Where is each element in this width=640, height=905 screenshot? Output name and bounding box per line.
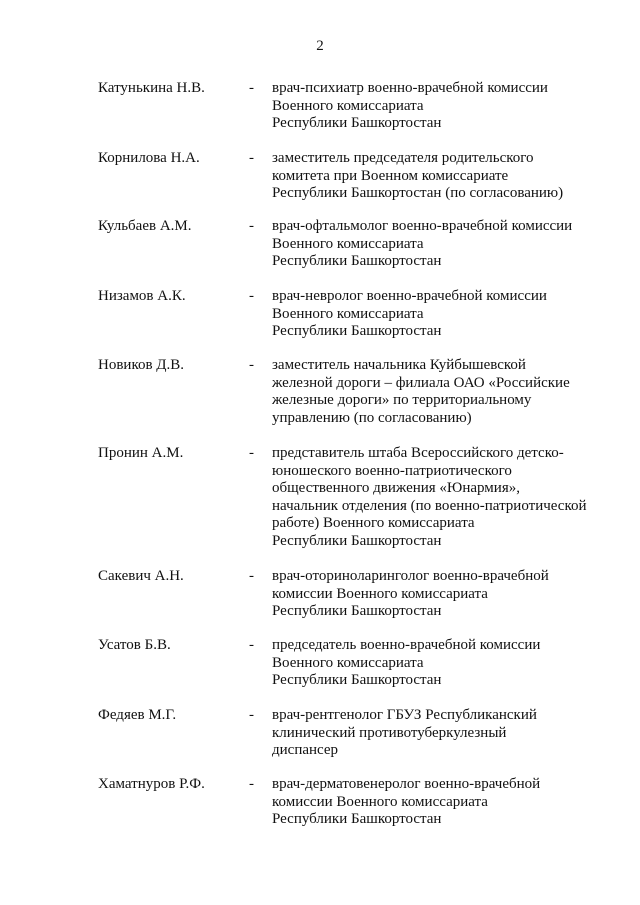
position-line: работе) Военного комиссариата: [272, 515, 475, 531]
position-line: заместитель начальника Куйбышевской: [272, 357, 526, 373]
dash-separator: -: [249, 637, 254, 653]
position-line: комиссии Военного комиссариата: [272, 793, 488, 810]
position-line: общественного движения «Юнармия»,: [272, 480, 520, 496]
position-line: врач-рентгенолог ГБУЗ Республиканский: [272, 707, 537, 723]
position-line: Республики Башкортостан: [272, 811, 442, 827]
member-entry: [0, 288, 640, 341]
dash-separator: -: [249, 357, 254, 373]
dash-separator: -: [249, 80, 254, 96]
member-name: Корнилова Н.А.: [98, 150, 200, 166]
member-name: Хаматнуров Р.Ф.: [98, 776, 205, 792]
dash-separator: -: [249, 707, 254, 723]
position-line: врач-психиатр военно-врачебной комиссии: [272, 80, 548, 96]
member-position: [272, 568, 602, 621]
member-name: Усатов Б.В.: [98, 637, 171, 653]
member-name: Сакевич А.Н.: [98, 568, 184, 584]
position-line: юношеского военно-патриотического: [272, 462, 512, 479]
position-line: Военного комиссариата: [272, 654, 424, 671]
position-line: Республики Башкортостан: [272, 253, 442, 269]
position-line: председатель военно-врачебной комиссии: [272, 637, 541, 653]
position-line: начальник отделения (по военно-патриотической: [272, 497, 587, 514]
dash-separator: -: [249, 150, 254, 166]
position-line: Военного комиссариата: [272, 235, 424, 252]
position-line: Военного комиссариата: [272, 305, 424, 322]
member-name: Кульбаев А.М.: [98, 218, 192, 234]
dash-separator: -: [249, 288, 254, 304]
member-position: [272, 357, 602, 427]
member-position: [272, 80, 602, 133]
position-line: Республики Башкортостан: [272, 115, 442, 131]
member-entry: [0, 707, 640, 760]
position-line: Республики Башкортостан: [272, 672, 442, 688]
position-line: комитета при Военном комиссариате: [272, 167, 509, 184]
position-line: Республики Башкортостан: [272, 532, 442, 549]
dash-separator: -: [249, 218, 254, 234]
position-line: врач-невролог военно-врачебной комиссии: [272, 288, 547, 304]
position-line: Республики Башкортостан (по согласованию): [272, 185, 564, 201]
member-position: [272, 218, 602, 271]
position-line: железной дороги – филиала ОАО «Российские: [272, 374, 570, 391]
member-entry: [0, 357, 640, 427]
member-entry: [0, 445, 640, 550]
member-entry: [0, 637, 640, 690]
position-line: комиссии Военного комиссариата: [272, 585, 488, 602]
member-entry: [0, 150, 640, 203]
dash-separator: -: [249, 445, 254, 461]
member-name: Федяев М.Г.: [98, 707, 177, 723]
member-entry: [0, 218, 640, 271]
position-line: диспансер: [272, 742, 339, 758]
member-name: Пронин А.М.: [98, 445, 184, 461]
member-name: Катунькина Н.В.: [98, 80, 205, 96]
position-line: врач-оториноларинголог военно-врачебной: [272, 568, 549, 584]
position-line: врач-офтальмолог военно-врачебной комиссии: [272, 218, 573, 234]
member-position: [272, 150, 602, 203]
dash-separator: -: [249, 568, 254, 584]
position-line: Военного комиссариата: [272, 97, 424, 114]
position-line: железные дороги» по территориальному: [272, 392, 532, 408]
member-entry: [0, 80, 640, 133]
member-name: Новиков Д.В.: [98, 357, 185, 373]
position-line: Республики Башкортостан: [272, 323, 442, 339]
member-position: [272, 288, 602, 341]
member-position: [272, 637, 602, 690]
page-number: 2: [316, 38, 324, 54]
member-name: Низамов А.К.: [98, 288, 186, 304]
position-line: Республики Башкортостан: [272, 603, 442, 619]
position-line: врач-дерматовенеролог военно-врачебной: [272, 776, 541, 792]
dash-separator: -: [249, 776, 254, 792]
member-entry: [0, 776, 640, 829]
member-position: [272, 776, 602, 829]
position-line: клинический противотуберкулезный: [272, 724, 507, 741]
member-position: [272, 445, 602, 550]
member-entry: [0, 568, 640, 621]
position-line: представитель штаба Всероссийского детско-: [272, 445, 564, 461]
member-position: [272, 707, 602, 760]
position-line: управлению (по согласованию): [272, 409, 472, 426]
position-line: заместитель председателя родительского: [272, 150, 534, 166]
